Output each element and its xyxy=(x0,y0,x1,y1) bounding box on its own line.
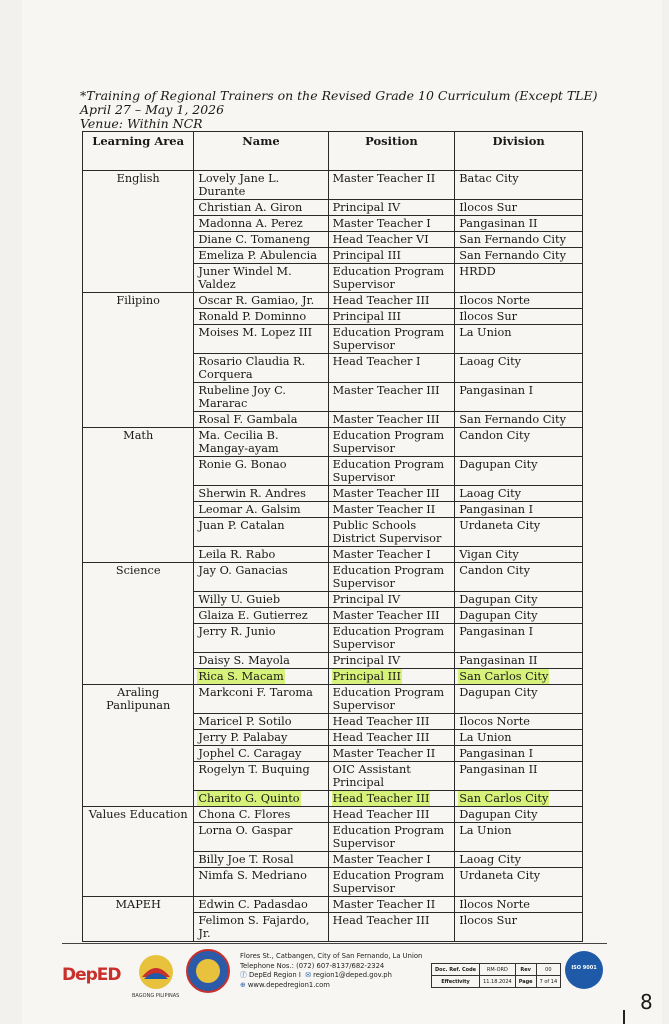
footer-divider xyxy=(62,943,607,944)
position-cell: Master Teacher III xyxy=(328,383,455,412)
division-cell: Laoag City xyxy=(455,852,583,868)
telephone-text: Telephone Nos.: (072) 607-8137/682-2324 xyxy=(240,961,385,970)
deped-region-seal xyxy=(186,949,230,993)
position-cell: Head Teacher III xyxy=(328,807,455,823)
name-cell: Glaiza E. Gutierrez xyxy=(194,608,328,624)
position-cell xyxy=(328,791,455,807)
name-cell: Daisy S. Mayola xyxy=(194,653,328,669)
table-row xyxy=(83,807,583,823)
division-cell: Laoag City xyxy=(455,354,583,383)
position-cell: Head Teacher III xyxy=(328,293,455,309)
name-cell: Rogelyn T. Buquing xyxy=(194,762,328,791)
position-cell: Master Teacher III xyxy=(328,486,455,502)
page-value: 7 of 14 xyxy=(536,976,561,988)
division-cell: La Union xyxy=(455,823,583,852)
division-cell: Dagupan City xyxy=(455,457,583,486)
position-cell: Head Teacher I xyxy=(328,354,455,383)
facebook-icon: ⓕ xyxy=(240,971,249,979)
name-cell: Maricel P. Sotilo xyxy=(194,714,328,730)
division-cell: Ilocos Norte xyxy=(455,293,583,309)
name-cell xyxy=(194,669,328,685)
column-header-division: Division xyxy=(455,132,583,171)
name-cell: Jophel C. Caragay xyxy=(194,746,328,762)
doc-ref-label: Doc. Ref. Code xyxy=(432,964,480,976)
division-cell: Dagupan City xyxy=(455,685,583,714)
name-cell: Felimon S. Fajardo, Jr. xyxy=(194,913,328,942)
letterhead-footer xyxy=(62,943,607,1003)
name-cell: Markconi F. Taroma xyxy=(194,685,328,714)
position-cell: Education Program Supervisor xyxy=(328,264,455,293)
effectivity-value: 11.18.2024 xyxy=(480,976,516,988)
name-cell: Diane C. Tomaneng xyxy=(194,232,328,248)
position-cell: Education Program Supervisor xyxy=(328,823,455,852)
name-cell: Lovely Jane L. Durante xyxy=(194,171,328,200)
position-cell: Master Teacher II xyxy=(328,502,455,518)
name-cell: Leomar A. Galsim xyxy=(194,502,328,518)
division-cell: Pangasinan I xyxy=(455,383,583,412)
name-cell: Oscar R. Gamiao, Jr. xyxy=(194,293,328,309)
position-cell: Education Program Supervisor xyxy=(328,563,455,592)
name-cell: Rubeline Joy C. Mararac xyxy=(194,383,328,412)
iso-certification-logo: ISO 9001 xyxy=(565,951,603,989)
position-cell: Master Teacher III xyxy=(328,412,455,428)
contact-block xyxy=(240,952,422,990)
highlighted-text: Rica S. Macam xyxy=(198,670,284,683)
document-info-table xyxy=(431,963,561,988)
learning-area-cell: Math xyxy=(83,428,194,563)
name-cell: Ma. Cecilia B. Mangay-ayam xyxy=(194,428,328,457)
highlighted-text: Head Teacher III xyxy=(332,792,430,805)
division-cell: Ilocos Sur xyxy=(455,913,583,942)
column-header-learning-area: Learning Area xyxy=(83,132,194,171)
division-cell: Ilocos Norte xyxy=(455,897,583,913)
position-cell: Education Program Supervisor xyxy=(328,457,455,486)
table-row xyxy=(83,428,583,457)
position-cell: Head Teacher III xyxy=(328,913,455,942)
division-cell: La Union xyxy=(455,325,583,354)
position-cell: Master Teacher II xyxy=(328,897,455,913)
division-cell: Urdaneta City xyxy=(455,518,583,547)
name-cell: Rosario Claudia R. Corquera xyxy=(194,354,328,383)
position-cell: Master Teacher I xyxy=(328,216,455,232)
division-cell: Batac City xyxy=(455,171,583,200)
highlighted-text: Principal III xyxy=(332,670,401,683)
table-row xyxy=(83,685,583,714)
highlighted-text: San Carlos City xyxy=(459,792,549,805)
learning-area-cell: Filipino xyxy=(83,293,194,428)
division-cell: HRDD xyxy=(455,264,583,293)
name-cell: Sherwin R. Andres xyxy=(194,486,328,502)
position-cell: Education Program Supervisor xyxy=(328,624,455,653)
address-text: Flores St., Catbangen, City of San Fernando, La Union xyxy=(240,952,423,960)
name-cell: Ronald P. Dominno xyxy=(194,309,328,325)
position-cell: Head Teacher III xyxy=(328,714,455,730)
division-cell: San Fernando City xyxy=(455,412,583,428)
position-cell xyxy=(328,669,455,685)
division-cell: Pangasinan I xyxy=(455,746,583,762)
position-cell: Master Teacher II xyxy=(328,746,455,762)
division-cell: San Fernando City xyxy=(455,248,583,264)
participants-table xyxy=(82,131,583,942)
document-header xyxy=(80,89,598,131)
name-cell: Jay O. Ganacias xyxy=(194,563,328,592)
name-cell: Rosal F. Gambala xyxy=(194,412,328,428)
name-cell: Billy Joe T. Rosal xyxy=(194,852,328,868)
position-cell: Master Teacher III xyxy=(328,608,455,624)
table-row xyxy=(83,293,583,309)
website-text: www.depedregion1.com xyxy=(247,980,330,989)
table-row xyxy=(83,563,583,592)
rev-value: 00 xyxy=(536,964,561,976)
name-cell xyxy=(194,791,328,807)
division-cell: Pangasinan II xyxy=(455,653,583,669)
position-cell: Education Program Supervisor xyxy=(328,325,455,354)
effectivity-label: Effectivity xyxy=(432,976,480,988)
learning-area-cell: MAPEH xyxy=(83,897,194,942)
name-cell: Madonna A. Perez xyxy=(194,216,328,232)
globe-icon: ⊕ xyxy=(240,980,248,989)
training-title: *Training of Regional Trainers on the Revised Grade 10 Curriculum (Except TLE) xyxy=(80,88,598,103)
division-cell: Ilocos Norte xyxy=(455,714,583,730)
name-cell: Lorna O. Gaspar xyxy=(194,823,328,852)
name-cell: Moises M. Lopez III xyxy=(194,325,328,354)
division-cell: Urdaneta City xyxy=(455,868,583,897)
doc-ref-value: RM-ORD xyxy=(480,964,516,976)
division-cell: Pangasinan II xyxy=(455,216,583,232)
learning-area-cell: Science xyxy=(83,563,194,685)
position-cell: Public Schools District Supervisor xyxy=(328,518,455,547)
name-cell: Christian A. Giron xyxy=(194,200,328,216)
deped-logo: DepED xyxy=(62,965,121,985)
division-cell: Candon City xyxy=(455,563,583,592)
position-cell: Head Teacher VI xyxy=(328,232,455,248)
training-dates: April 27 – May 1, 2026 xyxy=(80,102,225,117)
table-row xyxy=(83,171,583,200)
name-cell: Jerry R. Junio xyxy=(194,624,328,653)
position-cell: Master Teacher II xyxy=(328,171,455,200)
division-cell: Laoag City xyxy=(455,486,583,502)
division-cell xyxy=(455,669,583,685)
position-cell: Principal III xyxy=(328,248,455,264)
position-cell: Principal IV xyxy=(328,592,455,608)
margin-mark xyxy=(623,1010,625,1024)
name-cell: Leila R. Rabo xyxy=(194,547,328,563)
name-cell: Willy U. Guieb xyxy=(194,592,328,608)
highlighted-text: San Carlos City xyxy=(459,670,549,683)
learning-area-cell: English xyxy=(83,171,194,293)
column-header-position: Position xyxy=(328,132,455,171)
learning-area-cell: Values Education xyxy=(83,807,194,897)
name-cell: Emeliza P. Abulencia xyxy=(194,248,328,264)
division-cell: Dagupan City xyxy=(455,592,583,608)
email-icon: ✉ xyxy=(305,971,314,979)
highlighted-text: Charito G. Quinto xyxy=(198,792,300,805)
division-cell: La Union xyxy=(455,730,583,746)
position-cell: OIC Assistant Principal xyxy=(328,762,455,791)
bagong-pilipinas-logo xyxy=(136,953,176,991)
facebook-text: DepEd Region I xyxy=(248,971,301,979)
name-cell: Nimfa S. Medriano xyxy=(194,868,328,897)
division-cell: Pangasinan I xyxy=(455,624,583,653)
training-venue: Venue: Within NCR xyxy=(80,116,203,131)
email-text: region1@deped.gov.ph xyxy=(313,971,392,979)
division-cell: Candon City xyxy=(455,428,583,457)
division-cell: Ilocos Sur xyxy=(455,309,583,325)
table-body xyxy=(83,171,583,942)
position-cell: Education Program Supervisor xyxy=(328,685,455,714)
division-cell xyxy=(455,791,583,807)
position-cell: Principal IV xyxy=(328,653,455,669)
position-cell: Master Teacher I xyxy=(328,547,455,563)
table-header-row xyxy=(83,132,583,171)
division-cell: Dagupan City xyxy=(455,807,583,823)
position-cell: Education Program Supervisor xyxy=(328,868,455,897)
table-row xyxy=(83,897,583,913)
name-cell: Chona C. Flores xyxy=(194,807,328,823)
division-cell: Pangasinan I xyxy=(455,502,583,518)
name-cell: Juner Windel M. Valdez xyxy=(194,264,328,293)
division-cell: San Fernando City xyxy=(455,232,583,248)
division-cell: Ilocos Sur xyxy=(455,200,583,216)
position-cell: Principal III xyxy=(328,309,455,325)
rev-label: Rev xyxy=(515,964,536,976)
handwritten-page-number: 8 xyxy=(640,990,653,1014)
division-cell: Dagupan City xyxy=(455,608,583,624)
learning-area-cell: Araling Panlipunan xyxy=(83,685,194,807)
name-cell: Juan P. Catalan xyxy=(194,518,328,547)
division-cell: Vigan City xyxy=(455,547,583,563)
position-cell: Education Program Supervisor xyxy=(328,428,455,457)
position-cell: Master Teacher I xyxy=(328,852,455,868)
name-cell: Edwin C. Padasdao xyxy=(194,897,328,913)
position-cell: Principal IV xyxy=(328,200,455,216)
position-cell: Head Teacher III xyxy=(328,730,455,746)
name-cell: Ronie G. Bonao xyxy=(194,457,328,486)
column-header-name: Name xyxy=(194,132,328,171)
name-cell: Jerry P. Palabay xyxy=(194,730,328,746)
division-cell: Pangasinan II xyxy=(455,762,583,791)
bagong-pilipinas-caption: BAGONG PILIPINAS xyxy=(132,993,180,999)
page-label: Page xyxy=(515,976,536,988)
